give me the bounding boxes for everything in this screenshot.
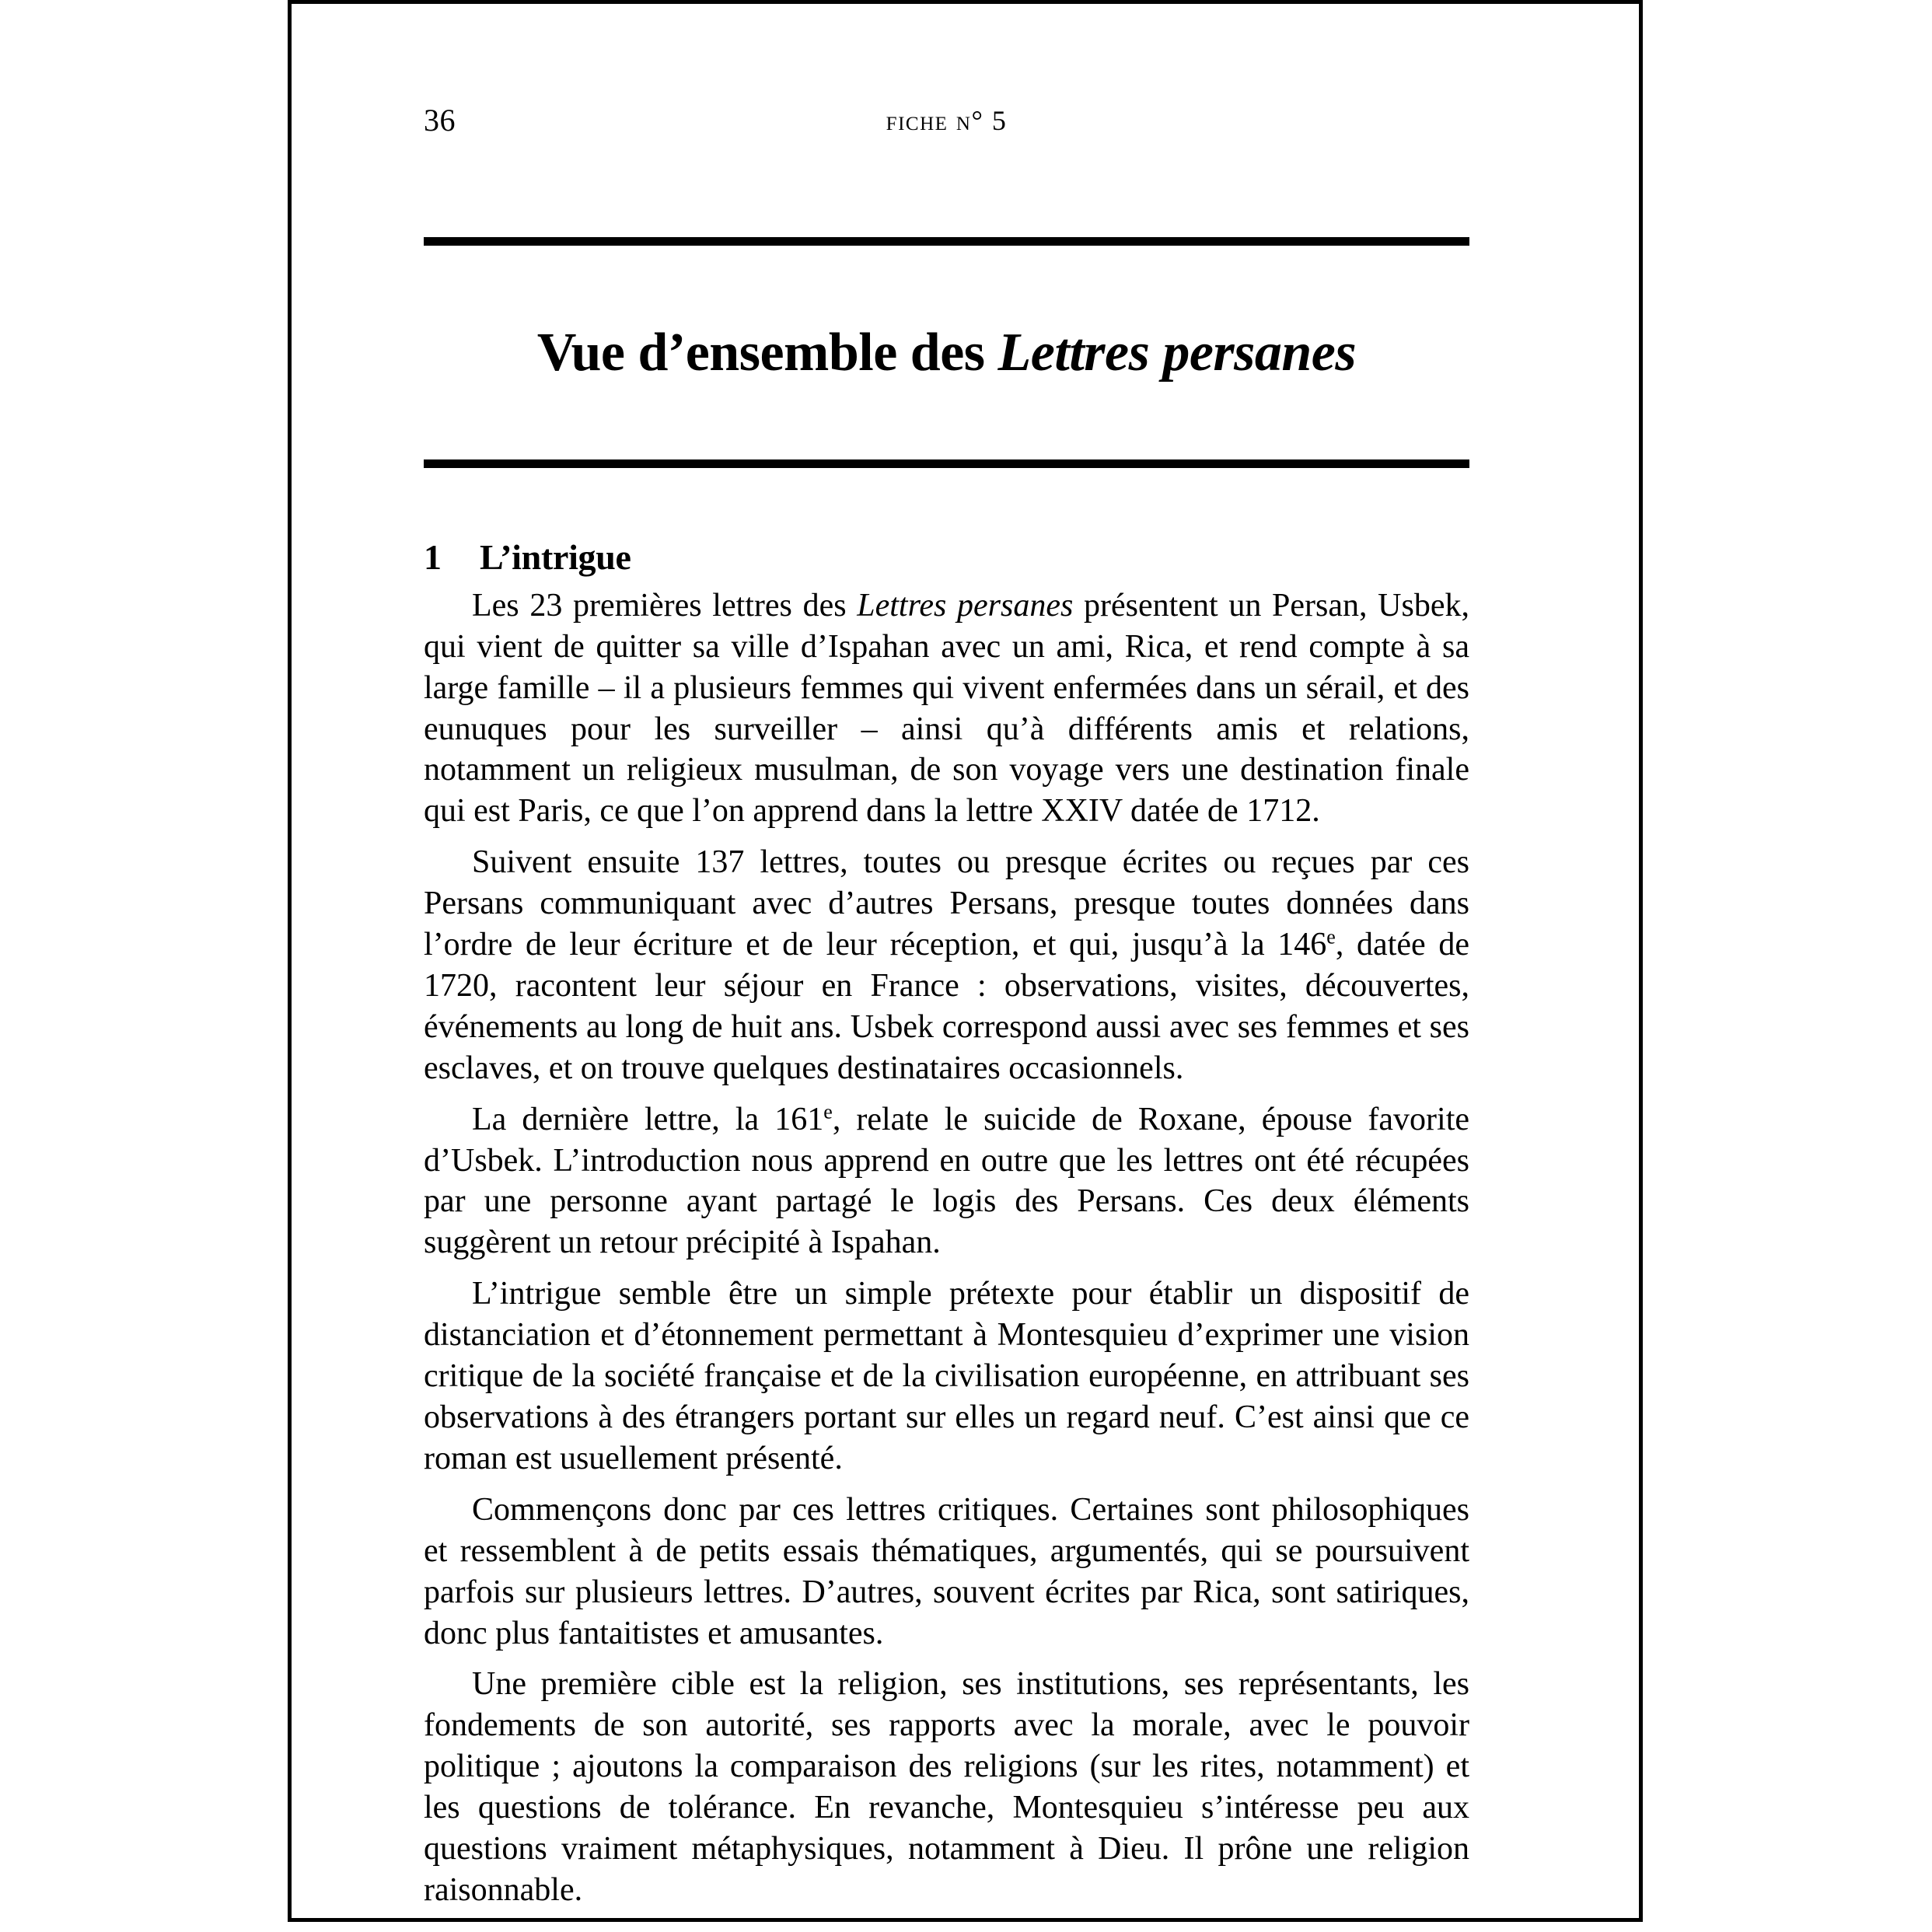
section-number: 1 (424, 536, 442, 577)
paragraph (424, 585, 1469, 832)
page-title-work-name: Lettres persanes (997, 322, 1357, 383)
text-run: , datée de 1720, racontent leur séjour en France : observations, visites, découvertes, événements au long de huit ans. Usbek correspond aussi avec ses femmes et ses esclaves, et on trouve quelques destinataires occasionnels. (424, 927, 1469, 1086)
text-run: Une première cible est la religion, ses institutions, ses représentants, les fondements de son autorité, ses rapports avec la morale, avec le pouvoir politique ; ajoutons la comparaison des religions (sur les rites, notamment) et les questions de tolérance. En revanche, Montesquieu s’intéresse peu aux questions vraiment métaphysiques, notamment à Dieu. Il prône une religion raisonnable. (424, 1666, 1469, 1908)
text-run: La dernière lettre, la 161 (472, 1101, 824, 1137)
text-run: L’intrigue semble être un simple prétexte pour établir un dispositif de distanciation et d’étonnement permettant à Montesquieu d’exprimer une vision critique de la société française et de la civilisation européenne, en attribuant ses observations à des étrangers portant sur elles un regard neuf. C’est ainsi que ce roman est usuellement présenté. (424, 1276, 1469, 1476)
title-block (424, 237, 1469, 468)
paragraph (424, 1664, 1469, 1910)
page-title (424, 282, 1469, 423)
running-head-title: fiche n° 5 (886, 105, 1008, 136)
paragraph (424, 1099, 1469, 1264)
title-rule-top (424, 237, 1469, 246)
paragraph (424, 1273, 1469, 1480)
italic-run: Lettres persanes (857, 587, 1074, 624)
ordinal-suffix: e (1326, 925, 1336, 949)
text-run: , relate le suicide de Roxane, épouse favorite d’Usbek. L’introduction nous apprend en outre que les lettres ont été récupées par une personne ayant partagé le logis des Persans. Ces deux éléments suggèrent un retour précipité à Ispahan. (424, 1101, 1470, 1261)
section-title: L’intrigue (480, 536, 631, 577)
paragraph (424, 1490, 1469, 1654)
paragraph (424, 842, 1469, 1088)
text-run: Commençons donc par ces lettres critiques. Certaines sont philosophiques et ressemblent à de petits essais thématiques, argumentés, qui se poursuivent parfois sur plusieurs lettres. D’autres, souvent écrites par Rica, sont satiriques, donc plus fantaitistes et amusantes. (424, 1491, 1469, 1651)
text-run: Les 23 premières lettres des (472, 587, 858, 624)
page-number: 36 (424, 103, 456, 138)
ordinal-suffix: e (823, 1100, 833, 1123)
running-head (424, 105, 1469, 159)
page-title-plain: Vue d’ensemble des (536, 322, 998, 383)
section-heading (424, 536, 1469, 578)
page-content (424, 0, 1469, 1911)
text-run: présentent un Persan, Usbek, qui vient de quitter sa ville d’Ispahan avec un ami, Rica, et rend compte à sa large famille – il a plusieurs femmes qui vivent enfermées dans un sérail, et des eunuques pour les surveiller – ainsi qu’à différents amis et relations, notamment un religieux musulman, de son voyage vers une destination finale qui est Paris, ce que l’on apprend dans la lettre XXIV datée de 1712. (424, 587, 1469, 830)
title-rule-bottom (424, 459, 1469, 468)
text-run: Suivent ensuite 137 lettres, toutes ou presque écrites ou reçues par ces Persans communiquant avec d’autres Persans, presque toutes données dans l’ordre de leur écriture et de leur réception, et qui, jusqu’à la 146 (424, 844, 1469, 963)
body-text (424, 585, 1469, 1911)
